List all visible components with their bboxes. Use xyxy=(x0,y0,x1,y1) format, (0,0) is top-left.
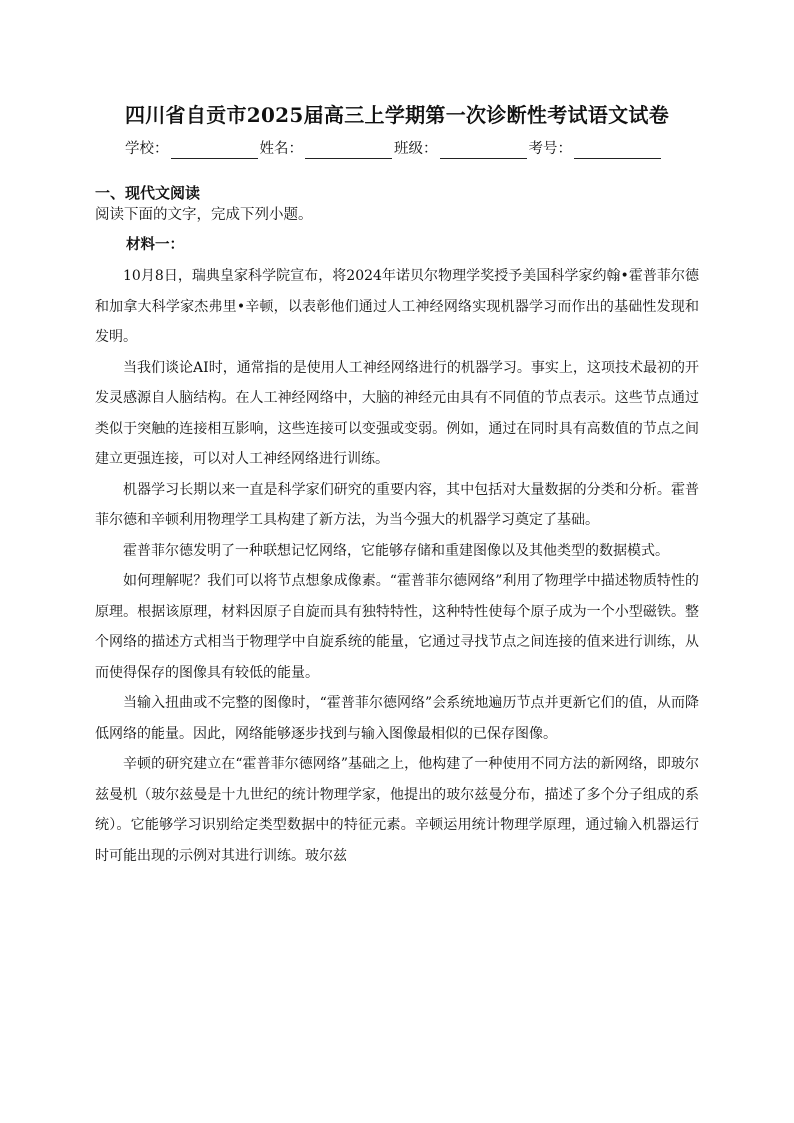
passage-paragraph: 辛顿的研究建立在“霍普菲尔德网络”基础之上，他构建了一种使用不同方法的新网络，即玻尔兹曼机（玻尔兹曼是十九世纪的统计物理学家，他提出的玻尔兹曼分布，描述了多个分子组成的系统）。它能够学习识别给定类型数据中的特征元素。辛顿运用统计物理学原理，通过输入机器运行时可能出现的示例对其进行训练。玻尔兹 xyxy=(95,756,699,864)
document-title: 四川省自贡市2025届高三上学期第一次诊断性考试语文试卷 xyxy=(124,103,670,127)
name-field xyxy=(260,139,395,159)
exam-number-field xyxy=(529,139,664,159)
exam-number-label: 考号： xyxy=(528,141,572,157)
class-label: 班级： xyxy=(394,141,438,157)
passage-paragraph: 霍普菲尔德发明了一种联想记忆网络，它能够存储和重建图像以及其他类型的数据模式。 xyxy=(123,542,669,559)
passage-paragraph: 如何理解呢？我们可以将节点想象成像素。“霍普菲尔德网络”利用了物理学中描述物质特性的原理。根据该原理，材料因原子自旋而具有独特特性，这种特性使每个原子成为一个小型磁铁。整个网络的描述方式相当于物理学中自旋系统的能量，它通过寻找节点之间连接的值来进行训练，从而使得保存的图像具有较低的能量。 xyxy=(95,573,699,681)
reading-passage xyxy=(95,261,699,871)
passage-paragraph: 10月8日，瑞典皇家科学院宣布，将2024年诺贝尔物理学奖授予美国科学家约翰•霍普菲尔德和加拿大科学家杰弗里•辛顿，以表彰他们通过人工神经网络实现机器学习而作出的基础性发现和发明。 xyxy=(95,268,699,345)
reading-instruction: 阅读下面的文字，完成下列小题。 xyxy=(95,207,313,223)
passage-paragraph: 机器学习长期以来一直是科学家们研究的重要内容，其中包括对大量数据的分类和分析。霍普菲尔德和辛顿利用物理学工具构建了新方法，为当今强大的机器学习奠定了基础。 xyxy=(95,481,699,528)
school-field xyxy=(125,139,260,159)
section-heading: 一、现代文阅读 xyxy=(95,184,201,202)
material-heading: 材料一： xyxy=(126,236,184,253)
name-label: 姓名： xyxy=(259,141,303,157)
passage-paragraph: 当我们谈论AI时，通常指的是使用人工神经网络进行的机器学习。事实上，这项技术最初的开发灵感源自人脑结构。在人工神经网络中，大脑的神经元由具有不同值的节点表示。这些节点通过类似于突触的连接相互影响，这些连接可以变强或变弱。例如，通过在同时具有高数值的节点之间建立更强连接，可以对人工神经网络进行训练。 xyxy=(95,359,699,467)
student-info-row xyxy=(125,135,663,159)
class-field xyxy=(394,139,529,159)
exam-number-blank xyxy=(574,142,661,159)
school-label: 学校： xyxy=(125,141,169,157)
class-blank xyxy=(440,142,527,159)
passage-paragraph: 当输入扭曲或不完整的图像时，“霍普菲尔德网络”会系统地遍历节点并更新它们的值，从而降低网络的能量。因此，网络能够逐步找到与输入图像最相似的已保存图像。 xyxy=(95,695,699,742)
name-blank xyxy=(305,142,392,159)
school-blank xyxy=(171,142,258,159)
